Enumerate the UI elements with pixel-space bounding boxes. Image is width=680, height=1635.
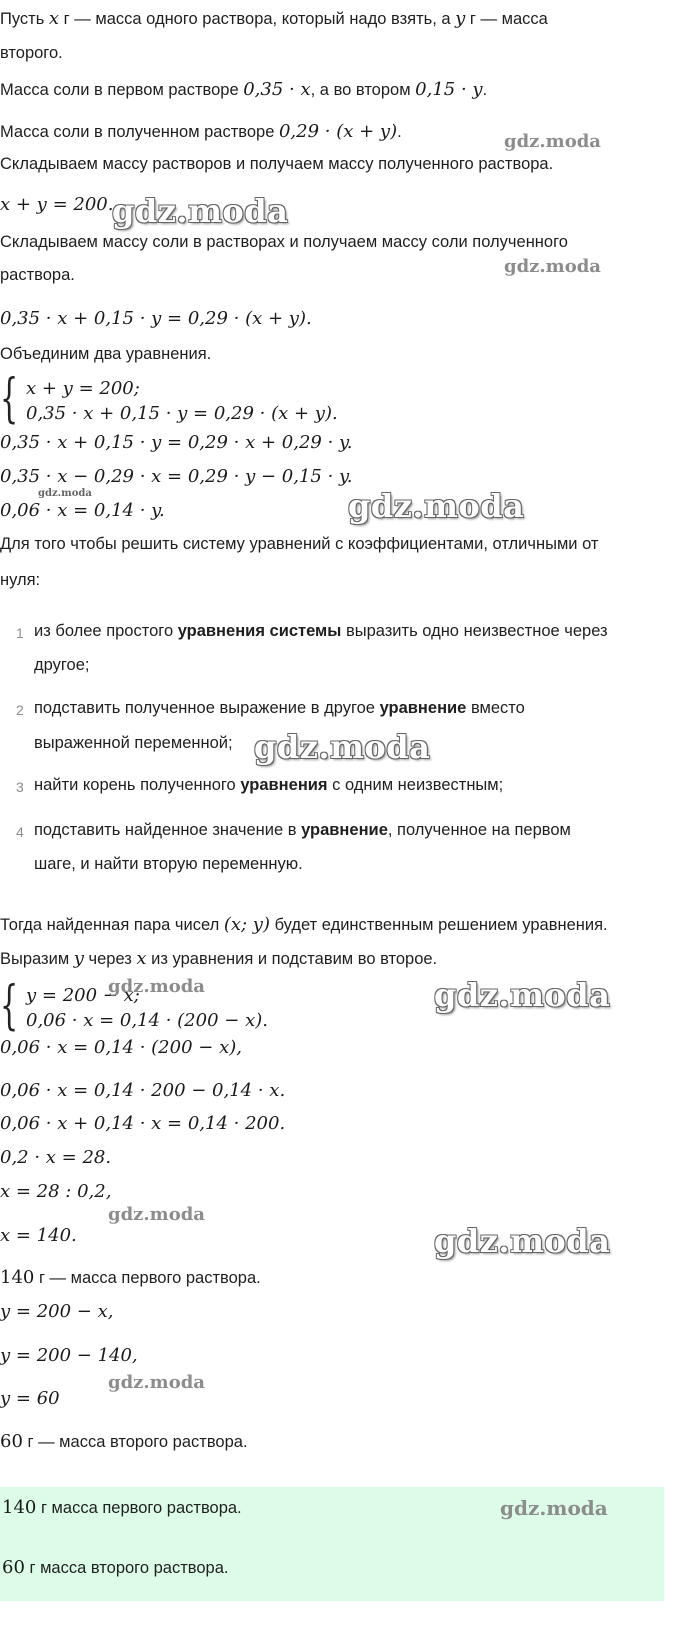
step-4-line-1: подставить найденное значение в уравнение, полученное на первом bbox=[34, 821, 571, 839]
watermark: gdz.moda bbox=[434, 976, 611, 1014]
equation-4: 0,35 · x − 0,29 · x = 0,29 · y − 0,15 · y. bbox=[0, 466, 353, 487]
system-1-line-1: x + y = 200; bbox=[26, 378, 140, 399]
equation-12: y = 200 − x, bbox=[0, 1301, 114, 1322]
answer-line-1: 140 г масса первого раствора. bbox=[2, 1497, 242, 1518]
intro-line-1: Пусть x г — масса одного раствора, который надо взять, а y г — масса bbox=[0, 8, 548, 29]
equation-2: 0,35 · x + 0,15 · y = 0,29 · (x + y). bbox=[0, 308, 312, 329]
equation-5: 0,06 · x = 0,14 · y. bbox=[0, 500, 165, 521]
equation-3: 0,35 · x + 0,15 · y = 0,29 · x + 0,29 · y. bbox=[0, 432, 353, 453]
unique-solution-text: Тогда найденная пара чисел (x; y) будет единственным решением уравнения. bbox=[0, 914, 608, 935]
watermark: gdz.moda bbox=[254, 728, 431, 766]
result-salt-line: Масса соли в полученном растворе 0,29 · (x + y). bbox=[0, 121, 402, 142]
equation-7: 0,06 · x = 0,14 · 200 − 0,14 · x. bbox=[0, 1080, 286, 1101]
step-2-line-1: подставить полученное выражение в другое уравнение вместо bbox=[34, 699, 525, 717]
step-1-number: 1 bbox=[16, 625, 24, 641]
equation-11: x = 140. bbox=[0, 1225, 77, 1246]
watermark: gdz.moda bbox=[108, 976, 205, 997]
step-3-line-1: найти корень полученного уравнения с одним неизвестным; bbox=[34, 776, 504, 794]
sum-salt-text-1: Складываем массу соли в растворах и получаем массу соли полученного bbox=[0, 233, 568, 251]
equation-8: 0,06 · x + 0,14 · x = 0,14 · 200. bbox=[0, 1113, 286, 1134]
second-solution-mass: 60 г — масса второго раствора. bbox=[0, 1431, 248, 1452]
watermark: gdz.moda bbox=[112, 192, 289, 230]
step-4-number: 4 bbox=[16, 824, 24, 840]
step-1-line-2: другое; bbox=[34, 656, 90, 674]
sum-masses-text: Складываем массу растворов и получаем массу полученного раствора. bbox=[0, 155, 554, 173]
system-brace-2: { bbox=[0, 976, 19, 1036]
watermark: gdz.moda bbox=[500, 1496, 608, 1520]
intro-line-2: второго. bbox=[0, 44, 63, 62]
watermark: gdz.moda bbox=[434, 1222, 611, 1260]
equation-6: 0,06 · x = 0,14 · (200 − x), bbox=[0, 1037, 242, 1058]
watermark: gdz.moda bbox=[504, 256, 601, 277]
system-brace-1: { bbox=[0, 369, 19, 429]
answer-line-2: 60 г масса второго раствора. bbox=[2, 1557, 229, 1578]
equation-10: x = 28 : 0,2, bbox=[0, 1181, 112, 1202]
sum-salt-text-2: раствора. bbox=[0, 266, 75, 284]
combine-text: Объединим два уравнения. bbox=[0, 345, 212, 363]
watermark: gdz.moda bbox=[504, 131, 601, 152]
watermark: gdz.moda bbox=[348, 487, 525, 525]
step-2-number: 2 bbox=[16, 702, 24, 718]
equation-13: y = 200 − 140, bbox=[0, 1345, 138, 1366]
equation-14: y = 60 bbox=[0, 1388, 60, 1409]
watermark: gdz.moda bbox=[38, 488, 92, 499]
watermark: gdz.moda bbox=[108, 1372, 205, 1393]
equation-1: x + y = 200. bbox=[0, 194, 114, 215]
first-solution-mass: 140 г — масса первого раствора. bbox=[0, 1267, 261, 1288]
system-2-line-1: y = 200 − x; bbox=[26, 985, 140, 1006]
express-y-text: Выразим y через x из уравнения и подставим во второе. bbox=[0, 948, 438, 969]
step-3-number: 3 bbox=[16, 779, 24, 795]
system-1-line-2: 0,35 · x + 0,15 · y = 0,29 · (x + y). bbox=[26, 403, 338, 424]
watermark: gdz.moda bbox=[108, 1204, 205, 1225]
equation-9: 0,2 · x = 28. bbox=[0, 1147, 112, 1168]
step-2-line-2: выраженной переменной; bbox=[34, 734, 233, 752]
salt-mass-line: Масса соли в первом растворе 0,35 · x, а во втором 0,15 · y. bbox=[0, 79, 488, 100]
step-1-line-1: из более простого уравнения системы выразить одно неизвестное через bbox=[34, 622, 608, 640]
system-2-line-2: 0,06 · x = 0,14 · (200 − x). bbox=[26, 1010, 268, 1031]
method-text-1: Для того чтобы решить систему уравнений с коэффициентами, отличными от bbox=[0, 535, 599, 553]
method-text-2: нуля: bbox=[0, 571, 41, 589]
step-4-line-2: шаге, и найти вторую переменную. bbox=[34, 855, 303, 873]
